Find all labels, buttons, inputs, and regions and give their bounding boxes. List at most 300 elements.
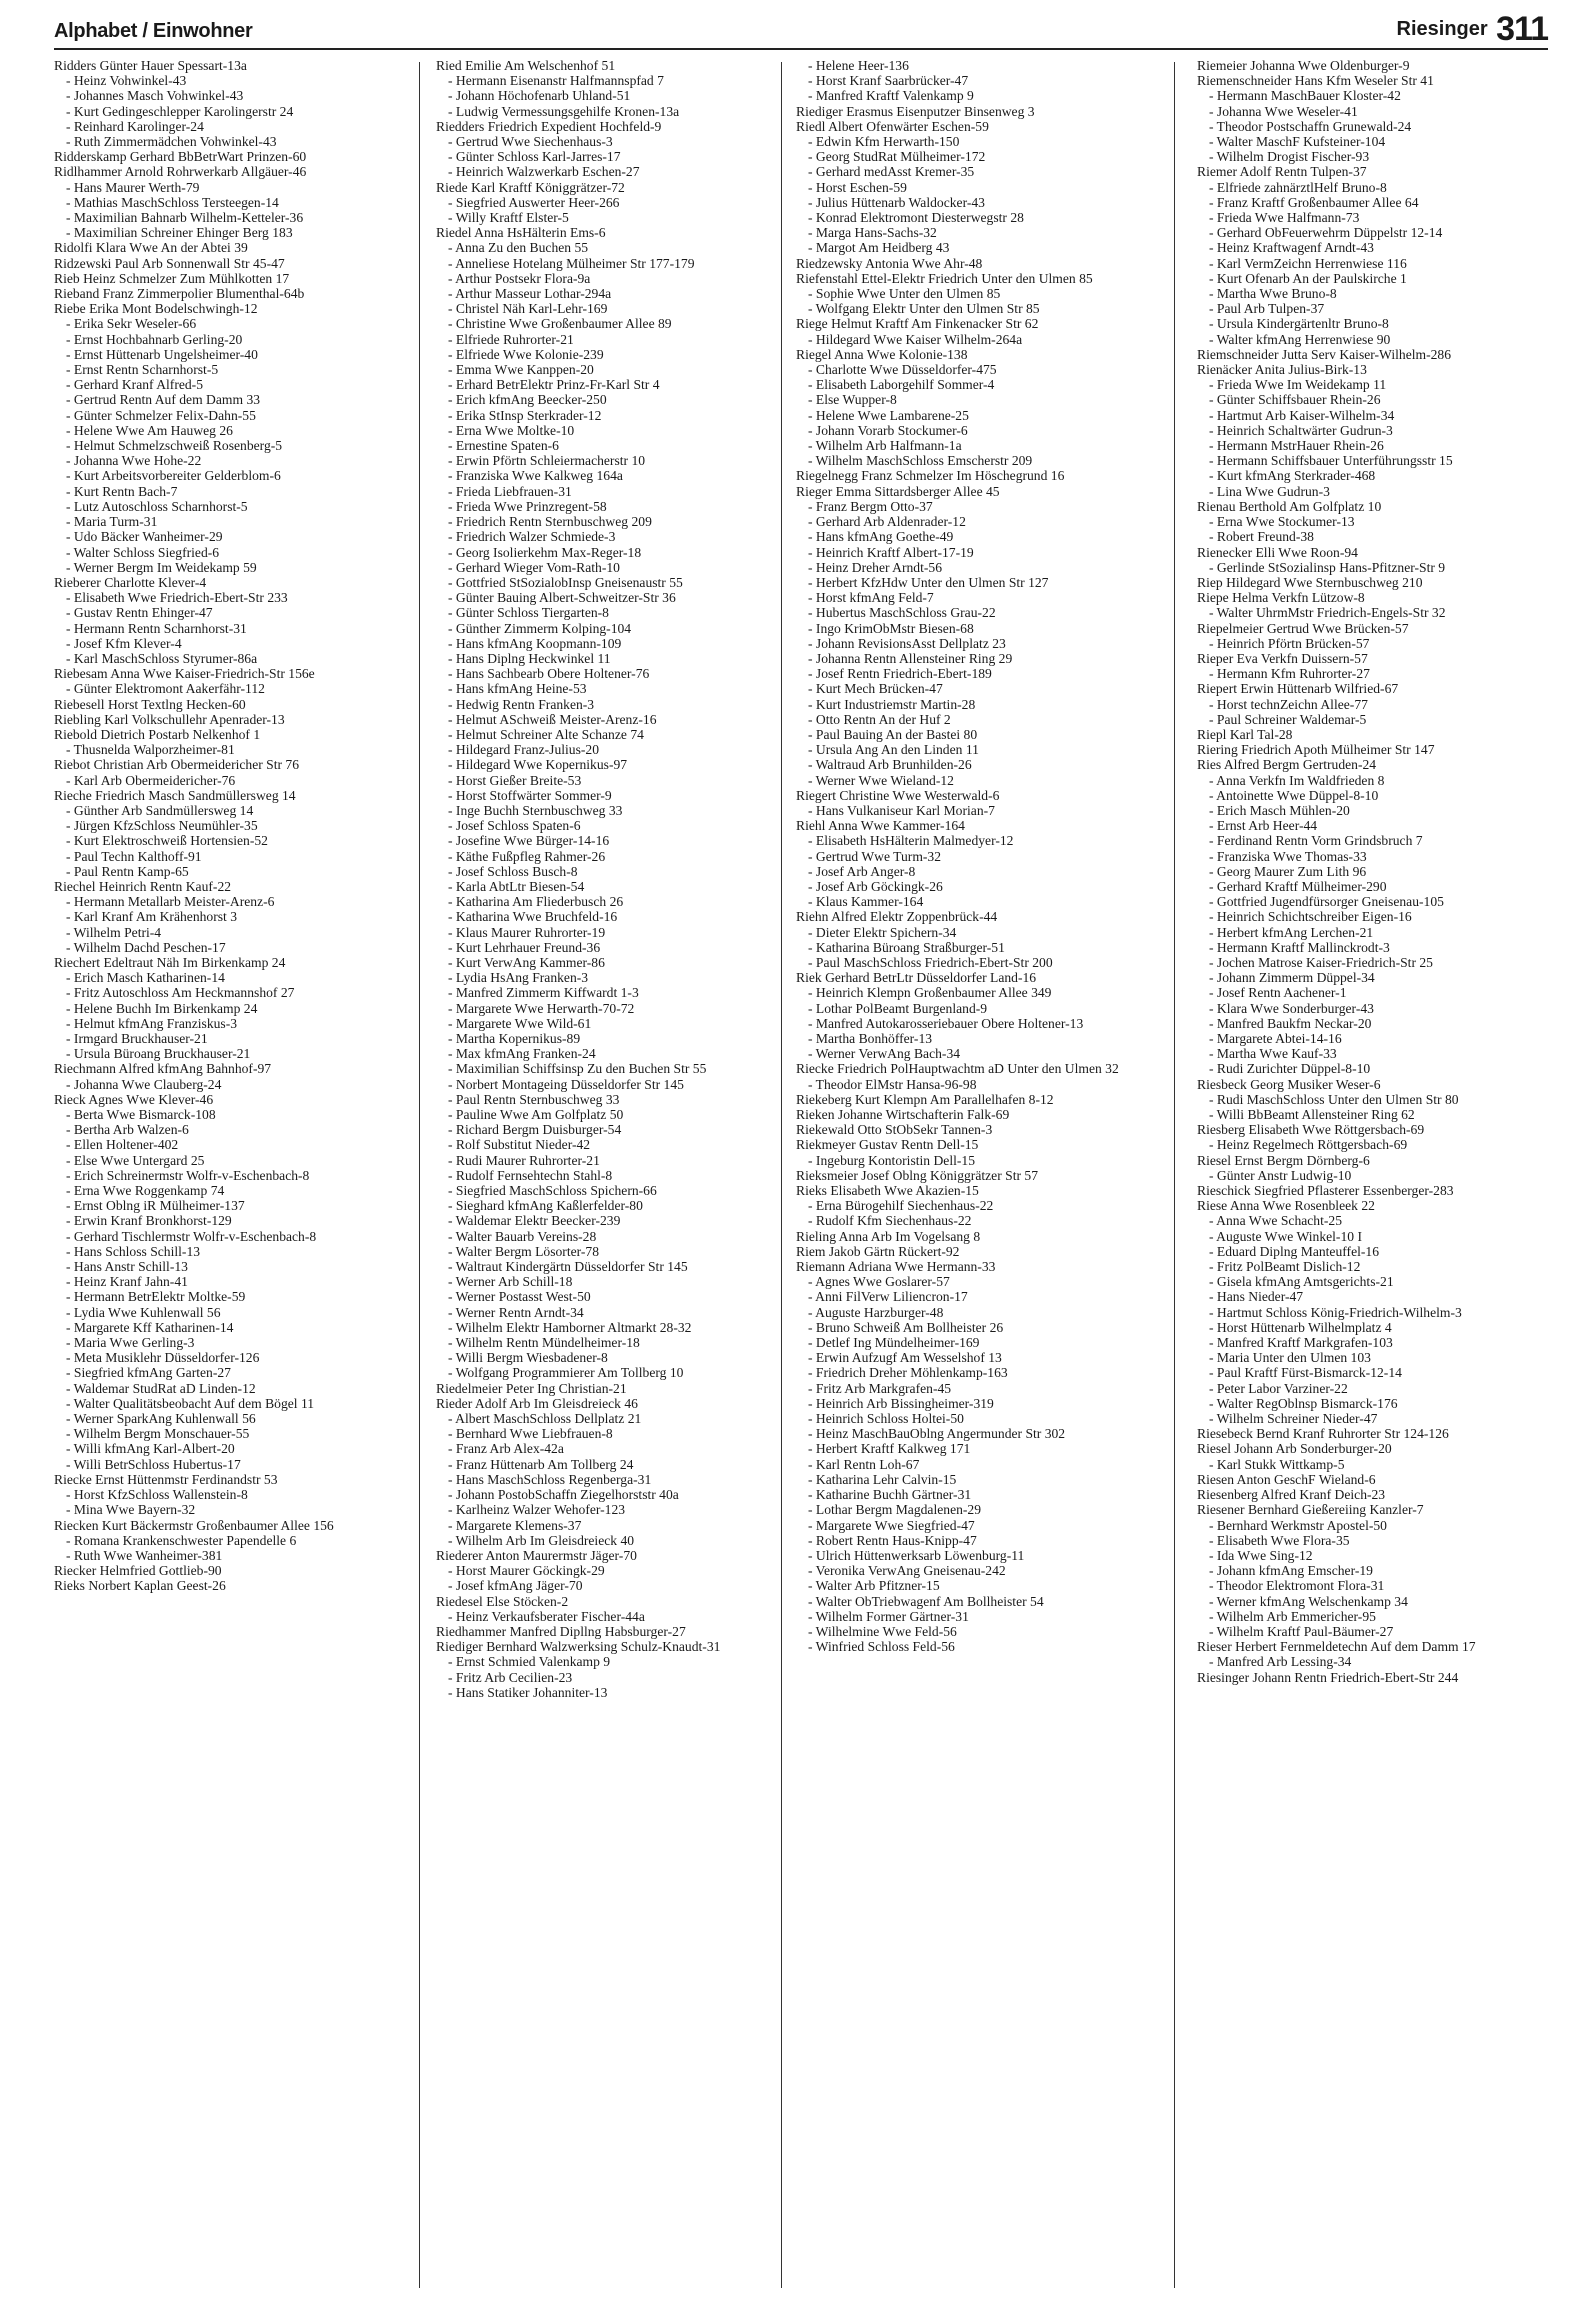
directory-entry: - Berta Wwe Bismarck-108 [66,1107,216,1123]
directory-entry: - Walter RegOblnsp Bismarck-176 [1209,1395,1398,1411]
directory-entry: - Hans Vulkaniseur Karl Morian-7 [808,802,995,818]
directory-entry: - Hans Diplng Heckwinkel 11 [448,650,611,666]
directory-entry: Riemeier Johanna Wwe Oldenburger-9 [1197,58,1410,73]
directory-entry: - Wilhelm Kraftf Paul-Bäumer-27 [1209,1623,1394,1639]
directory-entry: Riechert Edeltraut Näh Im Birkenkamp 24 [54,954,286,970]
directory-entry: - Ernst Hüttenarb Ungelsheimer-40 [66,346,258,362]
directory-entry: - Elisabeth Wwe Friedrich-Ebert-Str 233 [66,590,288,606]
directory-entry: Riecken Kurt Bäckermstr Großenbaumer Allee 156 [54,1517,334,1533]
directory-entry: - Karl MaschSchloss Styrumer-86a [66,650,258,666]
directory-entry: - Karlheinz Walzer Wehofer-123 [448,1502,626,1518]
section-title: Alphabet / Einwohner [54,20,253,42]
directory-entry: - Sophie Wwe Unter den Ulmen 85 [808,286,1001,302]
directory-entry: - Konrad Elektromont Diesterwegstr 28 [808,210,1024,226]
directory-entry: - Romana Krankenschwester Papendelle 6 [66,1532,297,1548]
directory-entry: - Mathias MaschSchloss Tersteegen-14 [66,194,279,210]
directory-entry: - Waldemar StudRat aD Linden-12 [66,1380,256,1396]
directory-entry: - Erwin Pförtn Schleiermacherstr 10 [448,453,646,469]
directory-entry: - Hans MaschSchloss Regenberga-31 [448,1471,652,1487]
column-2 [436,58,761,2288]
directory-entry: - Wilhelm Drogist Fischer-93 [1209,149,1370,165]
directory-entry: - Wilhelm Arb Halfmann-1a [808,438,962,454]
directory-entry: - Martha Kopernikus-89 [448,1031,581,1046]
directory-entry: - Paul Techn Kalthoff-91 [66,848,202,864]
directory-entry: Riebesam Anna Wwe Kaiser-Friedrich-Str 156e [54,666,315,682]
directory-entry: - Johann Zimmerm Düppel-34 [1209,970,1375,986]
directory-entry: - Marga Hans-Sachs-32 [808,225,937,241]
directory-entry: - Hermann Kfm Ruhrorter-27 [1209,666,1370,682]
directory-entry: Riediger Erasmus Eisenputzer Binsenweg 3 [796,103,1035,119]
directory-entry: - Heinz Regelmech Röttgersbach-69 [1209,1137,1408,1153]
directory-entry: - Walter Qualitätsbeobacht Auf dem Bögel 11 [66,1395,315,1411]
running-head-name: Riesinger [1396,18,1488,40]
column-3 [796,58,1126,2288]
directory-entry: Riegert Christine Wwe Westerwald-6 [796,787,1000,803]
directory-entry: - Gottfried StSozialobInsp Gneisenaustr 55 [448,574,683,590]
directory-entry: - Katharina Wwe Bruchfeld-16 [448,909,618,925]
directory-entry: - Gerhard ObFeuerwehrm Düppelstr 12-14 [1209,225,1443,241]
directory-entry: - Hans Sachbearb Obere Holtener-76 [448,666,650,682]
directory-entry: - Wilhelm Arb Emmericher-95 [1209,1608,1376,1624]
directory-entry: Riepl Karl Tal-28 [1197,726,1293,742]
directory-entry: - Jochen Matrose Kaiser-Friedrich-Str 25 [1209,954,1433,970]
directory-entry: - Maria Unter den Ulmen 103 [1209,1350,1371,1366]
directory-entry: - Charlotte Wwe Düsseldorfer-475 [808,362,997,378]
directory-entry: - Heinrich Pförtn Brücken-57 [1209,635,1370,651]
directory-entry: Rieb Heinz Schmelzer Zum Mühlkotten 17 [54,270,290,286]
directory-entry: - Wilhelm Dachd Peschen-17 [66,939,226,955]
directory-entry: - Hermann BetrElektr Moltke-59 [66,1289,246,1305]
directory-entry: - Franz Arb Alex-42a [448,1441,564,1457]
directory-entry: - Udo Bäcker Wanheimer-29 [66,529,223,545]
directory-entry: - Albert MaschSchloss Dellplatz 21 [448,1411,642,1427]
directory-entry: - Kurt kfmAng Sterkrader-468 [1209,468,1376,484]
directory-entry: - Else Wupper-8 [808,392,897,408]
directory-entry: Riesinger Johann Rentn Friedrich-Ebert-Str 244 [1197,1669,1459,1685]
directory-entry: - Ernst Rentn Scharnhorst-5 [66,362,219,378]
directory-entry: - Werner Wwe Wieland-12 [808,772,954,788]
directory-entry: Rieberer Charlotte Klever-4 [54,574,207,590]
directory-columns [54,58,1548,2294]
directory-entry: - Elisabeth Laborgehilf Sommer-4 [808,377,995,393]
directory-entry: - Margarete Abtei-14-16 [1209,1031,1342,1046]
directory-entry: - Elisabeth Wwe Flora-35 [1209,1532,1350,1548]
directory-entry: Riefenstahl Ettel-Elektr Friedrich Unter den Ulmen 85 [796,270,1093,286]
directory-entry: Ridzewski Paul Arb Sonnenwall Str 45-47 [54,255,285,271]
directory-entry: - Frieda Liebfrauen-31 [448,483,572,499]
directory-entry: - Elfriede Ruhrorter-21 [448,331,574,347]
directory-entry: - Ernst Oblng iR Mülheimer-137 [66,1198,245,1214]
directory-entry: Riecke Friedrich PolHauptwachtm aD Unter den Ulmen 32 [796,1061,1119,1077]
directory-entry: - Ferdinand Rentn Vorm Grindsbruch 7 [1209,833,1423,849]
directory-entry: - Herbert KfzHdw Unter den Ulmen Str 127 [808,574,1049,590]
directory-entry: - Franz Bergm Otto-37 [808,498,933,514]
directory-entry: - Kurt Ofenarb An der Paulskirche 1 [1209,270,1407,286]
directory-entry: - Margarete Kff Katharinen-14 [66,1319,234,1335]
directory-entry: - Heinz Vohwinkel-43 [66,73,187,89]
directory-entry: Riegel Anna Wwe Kolonie-138 [796,346,968,362]
directory-entry: - Willi Bergm Wiesbadener-8 [448,1350,608,1366]
directory-entry: - Walter MaschF Kufsteiner-104 [1209,134,1386,150]
directory-entry: - Martha Wwe Bruno-8 [1209,286,1337,302]
directory-entry: Riesel Johann Arb Sonderburger-20 [1197,1441,1392,1457]
directory-entry: - Gerhard Kraftf Mülheimer-290 [1209,878,1387,894]
directory-entry: - Hans Statiker Johanniter-13 [448,1684,608,1700]
directory-entry: Riem Jakob Gärtn Rückert-92 [796,1243,960,1259]
directory-entry: - Johanna Wwe Clauberg-24 [66,1076,222,1092]
directory-entry: - Fritz PolBeamt Dislich-12 [1209,1259,1361,1275]
directory-entry: - Maria Wwe Gerling-3 [66,1335,195,1351]
directory-entry: - Margot Am Heidberg 43 [808,240,950,256]
directory-entry: Riechel Heinrich Rentn Kauf-22 [54,878,232,894]
directory-entry: - Martha Bonhöffer-13 [808,1031,933,1046]
directory-entry: - Erich Masch Katharinen-14 [66,970,225,986]
directory-entry: - Lothar Bergm Magdalenen-29 [808,1502,982,1518]
directory-entry: Riemschneider Jutta Serv Kaiser-Wilhelm-286 [1197,346,1451,362]
directory-entry: - Manfred Kraftf Valenkamp 9 [808,88,974,104]
directory-entry: Rieken Johanne Wirtschafterin Falk-69 [796,1107,1010,1123]
directory-entry: - Hartmut Arb Kaiser-Wilhelm-34 [1209,407,1395,423]
directory-entry: - Siegfried MaschSchloss Spichern-66 [448,1183,657,1199]
directory-entry: - Dieter Elektr Spichern-34 [808,924,957,940]
directory-entry: - Ernestine Spaten-6 [448,438,559,454]
directory-entry: - Hans Anstr Schill-13 [66,1259,188,1275]
directory-entry: - Ulrich Hüttenwerksarb Löwenburg-11 [808,1547,1025,1563]
directory-entry: - Hans Nieder-47 [1209,1289,1304,1305]
directory-entry: - Otto Rentn An der Huf 2 [808,711,951,727]
directory-entry: - Gertrud Wwe Siechenhaus-3 [448,134,613,150]
directory-entry: - Heinz MaschBauOblng Angermunder Str 302 [808,1426,1066,1442]
directory-entry: - Paul Rentn Sternbuschweg 33 [448,1091,620,1107]
directory-entry: - Gertrud Rentn Auf dem Damm 33 [66,392,261,408]
directory-entry: - Willy Kraftf Elster-5 [448,210,569,226]
directory-entry: - Horst Hüttenarb Wilhelmplatz 4 [1209,1319,1392,1335]
directory-entry: - Lina Wwe Gudrun-3 [1209,483,1330,499]
directory-entry: Riedesel Else Stöcken-2 [436,1593,569,1609]
directory-entry: - Erna Wwe Roggenkamp 74 [66,1183,225,1199]
directory-entry: - Erwin Kranf Bronkhorst-129 [66,1213,232,1229]
directory-entry: - Elfriede zahnärztlHelf Bruno-8 [1209,179,1387,195]
directory-entry: - Kurt Industriemstr Martin-28 [808,696,976,712]
directory-entry: - Horst Maurer Göckingk-29 [448,1563,605,1579]
directory-entry: - Heinrich Klempn Großenbaumer Allee 349 [808,985,1052,1001]
directory-entry: - Paul Schreiner Waldemar-5 [1209,711,1367,727]
directory-entry: - Werner Postasst West-50 [448,1289,591,1305]
directory-entry: - Sieghard kfmAng Kaßlerfelder-80 [448,1198,643,1214]
directory-entry: - Manfred Kraftf Markgrafen-103 [1209,1335,1393,1351]
directory-entry: - Ruth Zimmermädchen Vohwinkel-43 [66,134,277,150]
directory-entry: - Josef Schloss Spaten-6 [448,818,581,834]
directory-entry: - Gerhard Arb Aldenrader-12 [808,514,966,530]
directory-entry: - Walter kfmAng Herrenwiese 90 [1209,331,1391,347]
directory-entry: - Wilhelm Arb Im Gleisdreieck 40 [448,1532,635,1548]
directory-entry: - Gerhard Tischlermstr Wolfr-v-Eschenbach-8 [66,1228,317,1244]
directory-entry: - Josef Rentn Aachener-1 [1209,985,1347,1001]
directory-entry: - Ruth Wwe Wanheimer-381 [66,1547,223,1563]
directory-entry: - Klara Wwe Sonderburger-43 [1209,1000,1374,1016]
directory-entry: Riebot Christian Arb Obermeidericher Str 76 [54,757,300,773]
directory-entry: - Wolfgang Elektr Unter den Ulmen Str 85 [808,301,1040,317]
directory-entry: - Wilhelm Bergm Monschauer-55 [66,1426,250,1442]
directory-entry: - Heinrich Schaltwärter Gudrun-3 [1209,422,1393,438]
directory-entry: - Wolfgang Programmierer Am Tollberg 10 [448,1365,684,1381]
directory-entry: - Martha Wwe Kauf-33 [1209,1046,1337,1062]
column-divider [419,62,420,2288]
directory-entry: - Hermann MaschBauer Kloster-42 [1209,88,1401,104]
directory-entry: Riering Friedrich Apoth Mülheimer Str 147 [1197,742,1435,758]
directory-entry: - Käthe Fußpfleg Rahmer-26 [448,848,606,864]
directory-entry: - Margarete Wwe Siegfried-47 [808,1517,975,1533]
directory-entry: - Karl Rentn Loh-67 [808,1456,920,1472]
directory-entry: Riebesell Horst Textlng Hecken-60 [54,696,246,712]
directory-entry: Ridderskamp Gerhard BbBetrWart Prinzen-60 [54,149,307,165]
directory-entry: - Günter Schmelzer Felix-Dahn-55 [66,407,256,423]
directory-entry: Rienäcker Anita Julius-Birk-13 [1197,362,1367,378]
directory-entry: Riedders Friedrich Expedient Hochfeld-9 [436,118,662,134]
directory-entry: Riemenschneider Hans Kfm Weseler Str 41 [1197,73,1434,89]
column-1 [54,58,367,2288]
directory-entry: - Hedwig Rentn Franken-3 [448,696,595,712]
directory-entry: - Hans kfmAng Goethe-49 [808,529,954,545]
directory-entry: - Peter Labor Varziner-22 [1209,1380,1348,1396]
directory-entry: - Hermann Metallarb Meister-Arenz-6 [66,894,275,910]
directory-entry: Riedl Albert Ofenwärter Eschen-59 [796,118,989,134]
directory-entry: - Wilhelm Schreiner Nieder-47 [1209,1411,1378,1427]
directory-entry: - Josef Schloss Busch-8 [448,863,578,879]
directory-entry: - Hans kfmAng Koopmann-109 [448,635,622,651]
directory-entry: - Theodor Postschaffn Grunewald-24 [1209,118,1412,134]
directory-entry: Riekewald Otto StObSekr Tannen-3 [796,1122,993,1138]
directory-entry: - Anni FilVerw Liliencron-17 [808,1289,968,1305]
directory-entry: - Kurt Mech Brücken-47 [808,681,943,697]
directory-entry: - Johann kfmAng Emscher-19 [1209,1563,1373,1579]
directory-entry: - Gustav Rentn Ehinger-47 [66,605,213,621]
directory-entry: - Norbert Montageing Düsseldorfer Str 145 [448,1076,684,1092]
directory-entry: - Hermann MstrHauer Rhein-26 [1209,438,1384,454]
directory-entry: - Georg StudRat Mülheimer-172 [808,149,986,165]
directory-entry: - Paul Arb Tulpen-37 [1209,301,1325,317]
directory-entry: - Julius Hüttenarb Waldocker-43 [808,194,985,210]
page-number: 311 [1496,10,1548,48]
directory-entry: - Gerlinde StSozialinsp Hans-Pfitzner-Str 9 [1209,559,1446,575]
directory-entry: - Josefine Wwe Bürger-14-16 [448,833,610,849]
directory-entry: - Günther Zimmerm Kolping-104 [448,620,632,636]
directory-entry: - Paul Rentn Kamp-65 [66,863,189,879]
directory-entry: Riesberg Elisabeth Wwe Röttgersbach-69 [1197,1122,1425,1138]
directory-entry: - Hans Maurer Werth-79 [66,179,200,195]
directory-entry: - Friedrich Walzer Schmiede-3 [448,529,616,545]
directory-entry: - Kurt Arbeitsvorbereiter Gelderblom-6 [66,468,281,484]
directory-entry: - Heinrich Arb Bissingheimer-319 [808,1395,994,1411]
directory-entry: Riehn Alfred Elektr Zoppenbrück-44 [796,909,998,925]
directory-entry: - Hermann Schiffsbauer Unterführungsstr 15 [1209,453,1453,469]
directory-entry: - Maximilian Schreiner Ehinger Berg 183 [66,225,293,241]
directory-entry: - Günter Anstr Ludwig-10 [1209,1167,1352,1183]
directory-entry: - Erhard BetrElektr Prinz-Fr-Karl Str 4 [448,377,660,393]
directory-entry: Ridlhammer Arnold Rohrwerkarb Allgäuer-46 [54,164,307,180]
directory-entry: - Heinz Dreher Arndt-56 [808,559,942,575]
directory-entry: - Willi BbBeamt Allensteiner Ring 62 [1209,1107,1415,1123]
directory-entry: Riepert Erwin Hüttenarb Wilfried-67 [1197,681,1399,697]
directory-entry: - Anna Zu den Buchen 55 [448,240,589,256]
directory-entry: - Hildegard Franz-Julius-20 [448,742,600,758]
directory-entry: - Theodor Elektromont Flora-31 [1209,1578,1385,1594]
directory-entry: Riedzewsky Antonia Wwe Ahr-48 [796,255,983,271]
directory-entry: - Detlef Ing Mündelheimer-169 [808,1335,980,1351]
directory-entry: - Wilhelm MaschSchloss Emscherstr 209 [808,453,1033,469]
directory-entry: - Franz Kraftf Großenbaumer Allee 64 [1209,194,1419,210]
directory-entry: Riesel Ernst Bergm Dörnberg-6 [1197,1152,1370,1168]
directory-entry: - Ida Wwe Sing-12 [1209,1547,1313,1563]
directory-entry: - Thusnelda Walporzheimer-81 [66,742,235,758]
directory-entry: - Rudi MaschSchloss Unter den Ulmen Str 80 [1209,1091,1459,1107]
directory-entry: Riediger Bernhard Walzwerksing Schulz-Knaudt-31 [436,1639,721,1655]
directory-entry: - Johanna Rentn Allensteiner Ring 29 [808,650,1013,666]
directory-entry: - Lothar PolBeamt Burgenland-9 [808,1000,988,1016]
directory-entry: - Horst Kranf Saarbrücker-47 [808,73,969,89]
directory-entry: - Waltraut Kindergärtn Düsseldorfer Str 145 [448,1259,688,1275]
directory-entry: - Rolf Substitut Nieder-42 [448,1137,591,1153]
directory-entry: - Franziska Wwe Kalkweg 164a [448,468,623,484]
directory-entry: - Hildegard Wwe Kopernikus-97 [448,757,628,773]
directory-entry: - Agnes Wwe Goslarer-57 [808,1274,950,1290]
directory-entry: Riesener Bernhard Gießereiing Kanzler-7 [1197,1502,1424,1518]
directory-entry: - Winfried Schloss Feld-56 [808,1639,955,1655]
directory-entry: Riege Helmut Kraftf Am Finkenacker Str 62 [796,316,1039,332]
directory-entry: Riedhammer Manfred Dipllng Habsburger-27 [436,1623,686,1639]
directory-entry: - Franziska Wwe Thomas-33 [1209,848,1367,864]
directory-entry: - Bernhard Werkmstr Apostel-50 [1209,1517,1387,1533]
directory-entry: Riemer Adolf Rentn Tulpen-37 [1197,164,1367,180]
directory-entry: - Meta Musiklehr Düsseldorfer-126 [66,1350,260,1366]
directory-entry: Ridders Günter Hauer Spessart-13a [54,58,247,73]
directory-entry: - Walter UhrmMstr Friedrich-Engels-Str 32 [1209,605,1446,621]
directory-entry: - Josef Arb Anger-8 [808,863,916,879]
directory-entry: - Karl Stukk Wittkamp-5 [1209,1456,1345,1472]
directory-entry: - Herbert Kraftf Kalkweg 171 [808,1441,971,1457]
directory-entry: Ried Emilie Am Welschenhof 51 [436,58,616,73]
directory-entry: - Wilhelm Elektr Hamborner Altmarkt 28-32 [448,1319,692,1335]
directory-entry: - Gerhard Wieger Vom-Rath-10 [448,559,620,575]
directory-entry: - Josef kfmAng Jäger-70 [448,1578,583,1594]
directory-entry: - Erich Schreinermstr Wolfr-v-Eschenbach-8 [66,1167,310,1183]
directory-entry: - Günter Bauing Albert-Schweitzer-Str 36 [448,590,676,606]
directory-entry: - Ursula Kindergärtenltr Bruno-8 [1209,316,1389,332]
directory-entry: - Maria Turm-31 [66,514,158,530]
directory-entry: - Paul Kraftf Fürst-Bismarck-12-14 [1209,1365,1402,1381]
directory-entry: - Johanna Wwe Hohe-22 [66,453,202,469]
directory-entry: - Max kfmAng Franken-24 [448,1046,596,1062]
directory-entry: Rieche Friedrich Masch Sandmüllersweg 14 [54,787,296,803]
directory-entry: - Auguste Wwe Winkel-10 I [1209,1228,1362,1244]
directory-entry: - Rudi Zurichter Düppel-8-10 [1209,1061,1371,1077]
directory-entry: - Hans Schloss Schill-13 [66,1243,201,1259]
directory-entry: - Erika StInsp Sterkrader-12 [448,407,602,423]
directory-entry: - Theodor ElMstr Hansa-96-98 [808,1076,977,1092]
directory-entry: - Rudolf Fernsehtechn Stahl-8 [448,1167,613,1183]
directory-entry: - Lutz Autoschloss Scharnhorst-5 [66,498,248,514]
directory-entry: - Irmgard Bruckhauser-21 [66,1031,208,1046]
directory-entry: - Erna Wwe Stockumer-13 [1209,514,1355,530]
directory-entry: - Horst technZeichn Allee-77 [1209,696,1368,712]
page-header [54,12,1548,50]
directory-entry: - Wilhelm Petri-4 [66,924,162,940]
directory-entry: - Waldemar Elektr Beecker-239 [448,1213,621,1229]
running-head [1397,10,1548,49]
directory-entry: - Horst Eschen-59 [808,179,907,195]
directory-entry: Rieband Franz Zimmerpolier Blumenthal-64b [54,286,305,302]
directory-entry: - Franz Hüttenarb Am Tollberg 24 [448,1456,634,1472]
directory-entry: Ries Alfred Bergm Gertruden-24 [1197,757,1377,773]
directory-entry: - Josef Kfm Klever-4 [66,635,182,651]
directory-entry: - Heinrich Schichtschreiber Eigen-16 [1209,909,1412,925]
directory-entry: - Gottfried Jugendfürsorger Gneisenau-105 [1209,894,1444,910]
directory-entry: - Maximilian Bahnarb Wilhelm-Ketteler-36 [66,210,304,226]
directory-entry: - Johann PostobSchaffn Ziegelhorststr 40a [448,1487,679,1503]
directory-entry: Rieser Herbert Fernmeldetechn Auf dem Damm 17 [1197,1639,1476,1655]
directory-entry: Riese Anna Wwe Rosenbleek 22 [1197,1198,1375,1214]
directory-entry: Riedel Anna HsHälterin Ems-6 [436,225,606,241]
directory-entry: - Georg Maurer Zum Lith 96 [1209,863,1367,879]
directory-entry: - Horst Gießer Breite-53 [448,772,582,788]
directory-entry: - Paul Bauing An der Bastei 80 [808,726,978,742]
directory-entry: - Heinrich Walzwerkarb Eschen-27 [448,164,640,180]
directory-entry: - Kurt Gedingeschlepper Karolingerstr 24 [66,103,294,119]
directory-entry: Riesbeck Georg Musiker Weser-6 [1197,1076,1381,1092]
directory-entry: - Ernst Hochbahnarb Gerling-20 [66,331,243,347]
directory-entry: - Manfred Zimmerm Kiffwardt 1-3 [448,985,639,1001]
directory-entry: Riek Gerhard BetrLtr Düsseldorfer Land-16 [796,970,1037,986]
directory-entry: - Antoinette Wwe Düppel-8-10 [1209,787,1379,803]
directory-entry: - Hermann Kraftf Mallinckrodt-3 [1209,939,1390,955]
directory-entry: - Katharina Lehr Calvin-15 [808,1471,957,1487]
directory-entry: - Frieda Wwe Im Weidekamp 11 [1209,377,1387,393]
directory-entry: Rieling Anna Arb Im Vogelsang 8 [796,1228,981,1244]
directory-entry: - Horst Stoffwärter Sommer-9 [448,787,612,803]
directory-entry: Rieck Agnes Wwe Klever-46 [54,1091,214,1107]
directory-entry: - Werner Rentn Arndt-34 [448,1304,584,1320]
directory-entry: - Katharina Am Fliederbusch 26 [448,894,624,910]
directory-entry: Riechmann Alfred kfmAng Bahnhof-97 [54,1061,272,1077]
directory-entry: - Walter Bergm Lösorter-78 [448,1243,600,1259]
directory-entry: - Johann Vorarb Stockumer-6 [808,422,968,438]
directory-entry: - Margarete Wwe Wild-61 [448,1015,592,1031]
directory-entry: - Robert Rentn Haus-Knipp-47 [808,1532,977,1548]
directory-entry: - Margarete Wwe Herwarth-70-72 [448,1000,635,1016]
directory-entry: - Gisela kfmAng Amtsgerichts-21 [1209,1274,1394,1290]
directory-entry: Rienecker Elli Wwe Roon-94 [1197,544,1358,560]
directory-entry: - Josef Rentn Friedrich-Ebert-189 [808,666,992,682]
directory-entry: - Kurt Rentn Bach-7 [66,483,178,499]
directory-entry: - Johanna Wwe Weseler-41 [1209,103,1358,119]
directory-entry: - Gerhard Kranf Alfred-5 [66,377,204,393]
directory-entry: - Wilhelm Former Gärtner-31 [808,1608,969,1624]
directory-entry: - Arthur Postsekr Flora-9a [448,270,591,286]
directory-entry: - Fritz Autoschloss Am Heckmannshof 27 [66,985,295,1001]
directory-entry: - Gerhard medAsst Kremer-35 [808,164,975,180]
directory-entry: - Kurt Lehrhauer Freund-36 [448,939,601,955]
directory-entry: - Erika Sekr Weseler-66 [66,316,197,332]
directory-entry: - Else Wwe Untergard 25 [66,1152,205,1168]
directory-entry: Riecke Ernst Hüttenmstr Ferdinandstr 53 [54,1471,278,1487]
directory-entry: - Helmut kfmAng Franziskus-3 [66,1015,238,1031]
column-divider [1174,62,1175,2288]
column-4 [1197,58,1548,2288]
directory-entry: - Georg Isolierkehm Max-Reger-18 [448,544,642,560]
directory-entry: - Klaus Maurer Ruhrorter-19 [448,924,606,940]
directory-entry: - Hartmut Schloss König-Friedrich-Wilhelm-3 [1209,1304,1462,1320]
directory-entry: - Kurt VerwAng Kammer-86 [448,954,605,970]
